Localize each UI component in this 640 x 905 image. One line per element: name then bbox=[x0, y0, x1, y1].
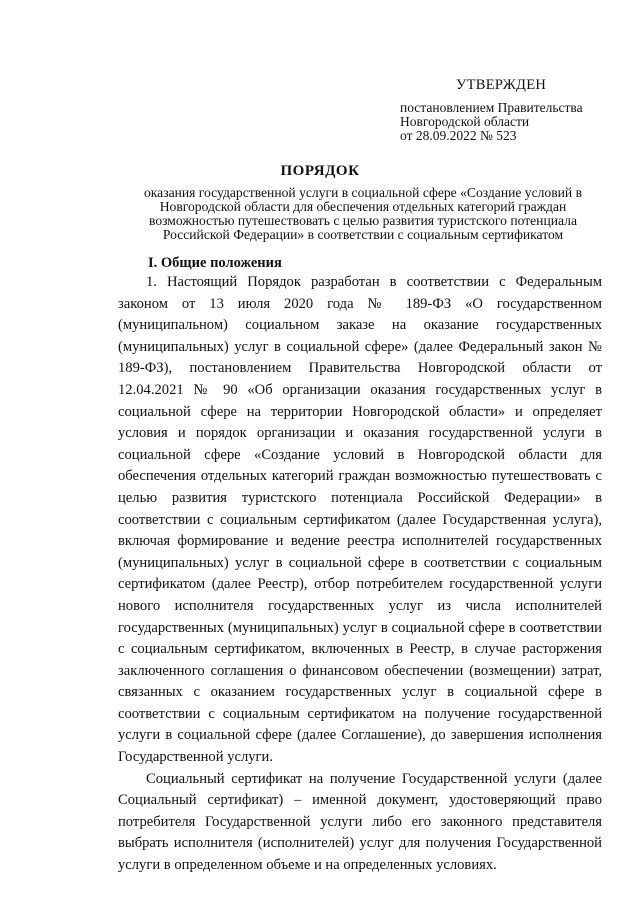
approval-line-1: постановлением Правительства bbox=[400, 100, 583, 115]
approved-stamp-text: УТВЕРЖДЕН bbox=[456, 77, 547, 93]
paragraph-2: Социальный сертификат на получение Государственной услуги (далее Социальный сертификат) – именной документ, удостоверяющий право потребителя Государственной услуги либо его законного представителя выбрать исполнителя (исполнителей) услуг для получения Государственной услуги в определенном объеме и на определенных условиях. bbox=[118, 770, 602, 874]
document-subtitle: оказания государственной услуги в социальной сфере «Создание условий в Новгородской области для обеспечения отдельных категорий граждан возможностью путешествовать с целью развития туристского потенциала Российской Федерации» в соответствии с социальным сертификатом bbox=[143, 185, 583, 242]
approval-line-3: от 28.09.2022 № 523 bbox=[400, 128, 517, 143]
approval-line-2: Новгородской области bbox=[400, 114, 530, 129]
document-body bbox=[118, 272, 602, 877]
paragraph-1: 1. Настоящий Порядок разработан в соответствии с Федеральным законом от 13 июля 2020 года № 189-ФЗ «О государственном (муниципальном) социальном заказе на оказание государственных (муниципальных) услуг в социальной сфере» (далее Федеральный закон № 189-ФЗ), постановлением Правительства Новгородской области от 12.04.2021 № 90 «Об организации оказания государственных услуг в социальной сфере на территории Новгородской области» и определяет условия и порядок организации и оказания государственной услуги в социальной сфере «Создание условий в Новгородской области для обеспечения отдельных категорий граждан возможностью путешествовать с целью развития туристского потенциала Российской Федерации» в соответствии с социальным сертификатом (далее Государственная услуга), включая формирование и ведение реестра исполнителей государственных (муниципальных) услуг в социальной сфере в соответствии с социальным сертификатом (далее Реестр), отбор потребителем государственной услуги нового исполнителя государственных услуг из числа исполнителей государственных (муниципальных) услуг в социальной сфере в соответствии с социальным сертификатом, включенных в Реестр, в случае расторжения заключенного соглашения о финансовом обеспечении (возмещении) затрат, связанных с оказанием государственных услуг в социальной сфере в соответствии с социальным сертификатом на получение государственной услуги в социальной сфере (далее Соглашение), до завершения исполнения Государственной услуги. bbox=[118, 274, 602, 766]
section-heading: I. Общие положения bbox=[148, 255, 282, 271]
document-title: ПОРЯДОК bbox=[280, 163, 360, 179]
approval-block bbox=[400, 78, 620, 143]
